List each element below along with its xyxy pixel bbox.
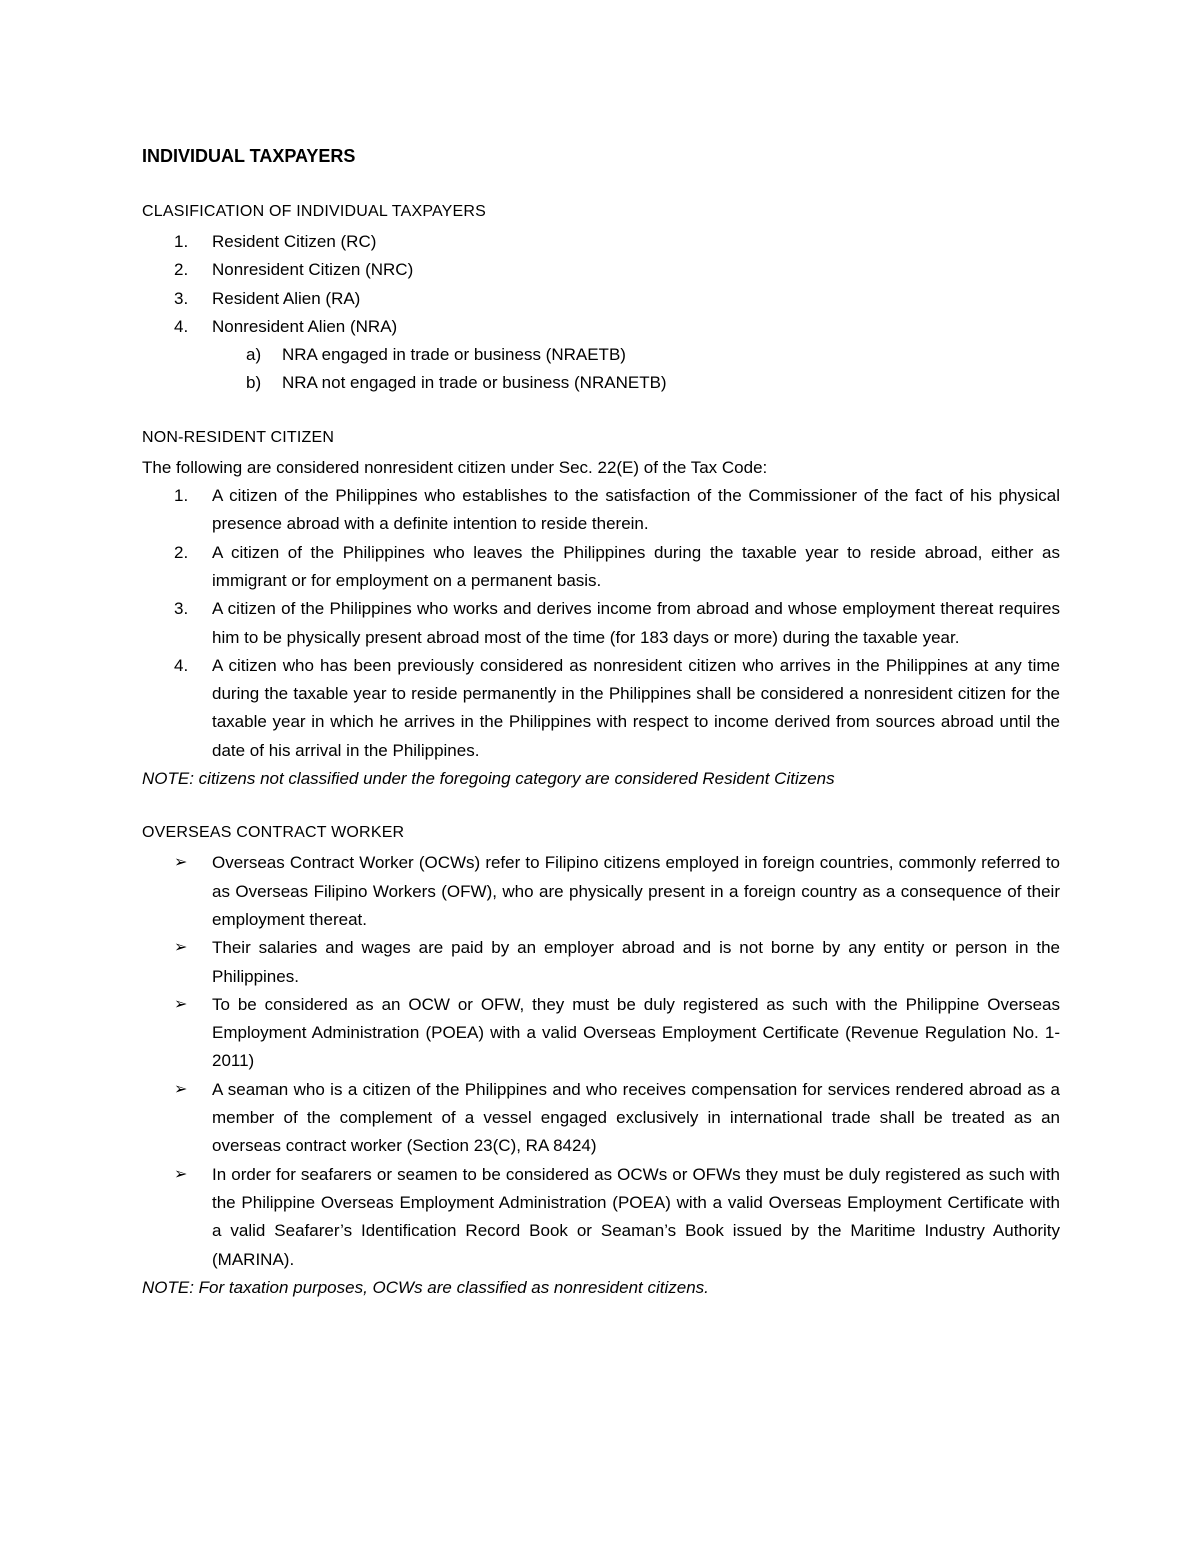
classification-item: [142, 228, 1060, 256]
nra-subitem: [142, 369, 1060, 397]
bullet-text: A seaman who is a citizen of the Philippines and who receives compensation for services rendered abroad as a member of the complement of a vessel engaged exclusively in international trade shall be treated as an overseas contract worker (Section 23(C), RA 8424): [212, 1079, 1060, 1156]
ocw-bullet-item: [142, 1076, 1060, 1161]
list-number: 1.: [174, 486, 189, 506]
list-item-text: Nonresident Citizen (NRC): [212, 260, 414, 280]
list-number: 1.: [174, 232, 189, 251]
nonresident-item: [142, 482, 1060, 539]
list-item-text: A citizen of the Philippines who works and derives income from abroad and whose employment thereat requires him to be physically present abroad most of the time (for 183 days or more) during the taxable year.: [212, 599, 1060, 647]
list-item-text: Resident Alien (RA): [212, 288, 361, 308]
list-number: 4.: [174, 655, 189, 675]
nra-sublist: [142, 341, 1060, 398]
document-page: [142, 144, 1060, 1302]
list-item-text: Resident Citizen (RC): [212, 232, 377, 251]
sublist-letter: b): [246, 373, 262, 393]
bullet-text: Their salaries and wages are paid by an employer abroad and is not borne by any entity or person in the Philippines.: [212, 938, 1060, 986]
nonresident-list: [142, 482, 1060, 765]
sublist-item-text: NRA engaged in trade or business (NRAETB): [282, 345, 626, 365]
nonresident-heading: NON-RESIDENT CITIZEN: [142, 428, 335, 446]
bullet-text: Overseas Contract Worker (OCWs) refer to Filipino citizens employed in foreign countries, commonly referred to as Overseas Filipino Workers (OFW), who are physically present in a foreign country as a consequence of their employment thereat.: [212, 853, 1060, 929]
ocw-section: [142, 821, 1060, 1302]
ocw-bullet-item: [142, 934, 1060, 991]
sublist-letter: a): [246, 345, 262, 365]
list-item-text: A citizen who has been previously considered as nonresident citizen who arrives in the Philippines at any time during the taxable year to reside permanently in the Philippines shall be considered a nonresident citizen for the taxable year in which he arrives in the Philippines with respect to income derived from sources abroad until the date of his arrival in the Philippines.: [212, 655, 1060, 760]
list-item-text: A citizen of the Philippines who establishes to the satisfaction of the Commissioner of the fact of his physical presence abroad with a definite intention to reside therein.: [212, 486, 1060, 534]
ocw-note: NOTE: For taxation purposes, OCWs are classified as nonresident citizens.: [142, 1277, 709, 1297]
list-number: 3.: [174, 288, 189, 308]
classification-item: [142, 285, 1060, 313]
nonresident-item: [142, 652, 1060, 765]
list-number: 4.: [174, 316, 189, 336]
ocw-bullet-item: [142, 849, 1060, 934]
classification-heading: CLASIFICATION OF INDIVIDUAL TAXPAYERS: [142, 203, 487, 220]
ocw-bullet-item: [142, 991, 1060, 1076]
classification-item: [142, 313, 1060, 341]
arrow-bullet-icon: ➢: [174, 1165, 188, 1183]
section-spacer: [142, 398, 1060, 426]
ocw-list: [142, 849, 1060, 1273]
classification-section: [142, 200, 1060, 398]
nonresident-section: [142, 426, 1060, 794]
list-item-text: Nonresident Alien (NRA): [212, 316, 398, 336]
classification-list: [142, 228, 1060, 341]
list-item-text: A citizen of the Philippines who leaves the Philippines during the taxable year to reside abroad, either as immigrant or for employment on a permanent basis.: [212, 542, 1060, 590]
arrow-bullet-icon: ➢: [174, 995, 188, 1013]
arrow-bullet-icon: ➢: [174, 1080, 188, 1098]
arrow-bullet-icon: ➢: [174, 939, 188, 957]
nonresident-intro: The following are considered nonresident citizen under Sec. 22(E) of the Tax Code:: [142, 457, 768, 477]
nonresident-item: [142, 595, 1060, 652]
nra-subitem: [142, 341, 1060, 369]
nonresident-note: NOTE: citizens not classified under the foregoing category are considered Resident Citizens: [142, 769, 835, 789]
list-number: 2.: [174, 260, 189, 280]
ocw-heading: OVERSEAS CONTRACT WORKER: [142, 824, 405, 842]
section-spacer: [142, 793, 1060, 821]
classification-item: [142, 256, 1060, 284]
bullet-text: In order for seafarers or seamen to be considered as OCWs or OFWs they must be duly registered as such with the Philippine Overseas Employment Administration (POEA) with a valid Overseas Employment Certificate with a valid Seafarer’s Identification Record Book or Seaman’s Book issued by the Maritime Industry Authority (MARINA).: [212, 1164, 1060, 1269]
bullet-text: To be considered as an OCW or OFW, they must be duly registered as such with the Philippine Overseas Employment Administration (POEA) with a valid Overseas Employment Certificate (Revenue Regulation No. 1-2011): [212, 994, 1060, 1071]
nonresident-item: [142, 539, 1060, 596]
list-number: 2.: [174, 542, 189, 562]
sublist-item-text: NRA not engaged in trade or business (NRANETB): [282, 373, 667, 393]
arrow-bullet-icon: ➢: [174, 854, 188, 872]
list-number: 3.: [174, 599, 189, 619]
ocw-bullet-item: [142, 1161, 1060, 1274]
document-title: INDIVIDUAL TAXPAYERS: [142, 146, 356, 166]
